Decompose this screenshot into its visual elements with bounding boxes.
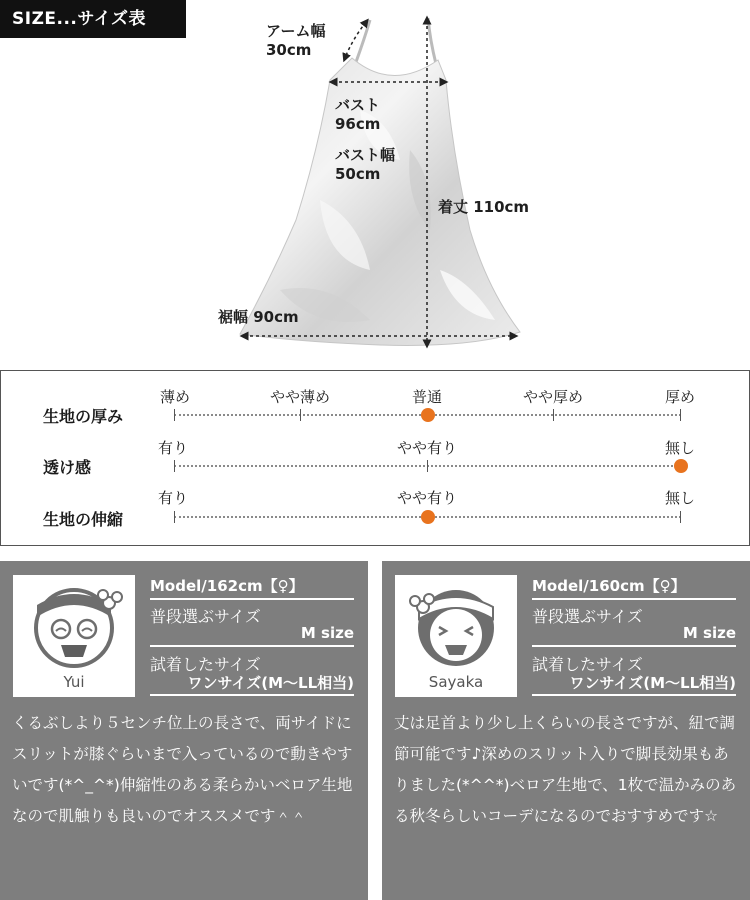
model-title: Model/162cm【♀】 (150, 577, 304, 595)
scale-tick (680, 511, 681, 523)
divider (532, 694, 736, 696)
divider (150, 645, 354, 647)
scale-tick (300, 409, 301, 421)
scale-tick (174, 409, 175, 421)
model-face-icon (13, 575, 135, 675)
scale-label: やや薄め (269, 388, 331, 406)
length-label: 着丈 110cm (438, 198, 530, 216)
model-name: Yui (63, 673, 85, 691)
bust-width-label: バスト幅 50cm (335, 146, 396, 183)
fabric-properties-box (0, 370, 750, 546)
scale-label: 無し (664, 439, 696, 457)
size-header: SIZE...サイズ表 (0, 0, 186, 38)
arm-width-label: アーム幅 30cm (266, 22, 326, 59)
scale-label: 厚め (664, 388, 696, 406)
thickness-marker (421, 408, 435, 422)
divider (532, 598, 736, 600)
stretch-marker (421, 510, 435, 524)
thickness-label: 生地の厚み (43, 407, 124, 426)
tried-size-label: 試着したサイズ (532, 655, 643, 674)
model-panel-yui (0, 561, 368, 900)
transparency-label: 透け感 (43, 458, 92, 477)
scale-label: 薄め (159, 388, 191, 406)
scale-tick (680, 409, 681, 421)
scale-label: 有り (157, 489, 189, 507)
model-panel-sayaka (382, 561, 750, 900)
tried-size-label: 試着したサイズ (150, 655, 261, 674)
scale-label: 無し (664, 489, 696, 507)
stretch-label: 生地の伸縮 (43, 510, 124, 529)
model-name: Sayaka (428, 673, 484, 691)
scale-tick (553, 409, 554, 421)
usual-size-value: M size (682, 624, 736, 642)
divider (532, 645, 736, 647)
hem-width-label: 裾幅 90cm (218, 308, 299, 326)
usual-size-label: 普段選ぶサイズ (150, 607, 261, 626)
scale-label: やや厚め (522, 388, 584, 406)
scale-label: 有り (157, 439, 189, 457)
scale-tick (174, 460, 175, 472)
model-face-icon (395, 575, 517, 675)
usual-size-label: 普段選ぶサイズ (532, 607, 643, 626)
bust-label: バスト 96cm (335, 96, 381, 133)
scale-tick (427, 460, 428, 472)
transparency-marker (674, 459, 688, 473)
tried-size-value: ワンサイズ(M〜LL相当) (569, 674, 736, 692)
divider (150, 694, 354, 696)
model-title: Model/160cm【♀】 (532, 577, 686, 595)
avatar (13, 575, 135, 697)
scale-label: やや有り (396, 489, 458, 507)
tried-size-value: ワンサイズ(M〜LL相当) (187, 674, 354, 692)
usual-size-value: M size (300, 624, 354, 642)
avatar (395, 575, 517, 697)
scale-label: 普通 (411, 388, 443, 406)
divider (150, 598, 354, 600)
model-comment: 丈は足首より少し上くらいの長さですが、紐で調節可能です♪深めのスリット入りで脚長効果もありました(*^^*)ベロア生地で、1枚で温かみのある秋冬らしいコーデになるのでおすすめです☆ (394, 714, 737, 825)
scale-tick (174, 511, 175, 523)
scale-label: やや有り (396, 439, 458, 457)
model-comment: くるぶしより５センチ位上の長さで、両サイドにスリットが膝ぐらいまで入っているので動きやすいです(*^_^*)伸縮性のある柔らかいベロア生地なので肌触りも良いのでオススメです＾＾ (12, 714, 353, 825)
